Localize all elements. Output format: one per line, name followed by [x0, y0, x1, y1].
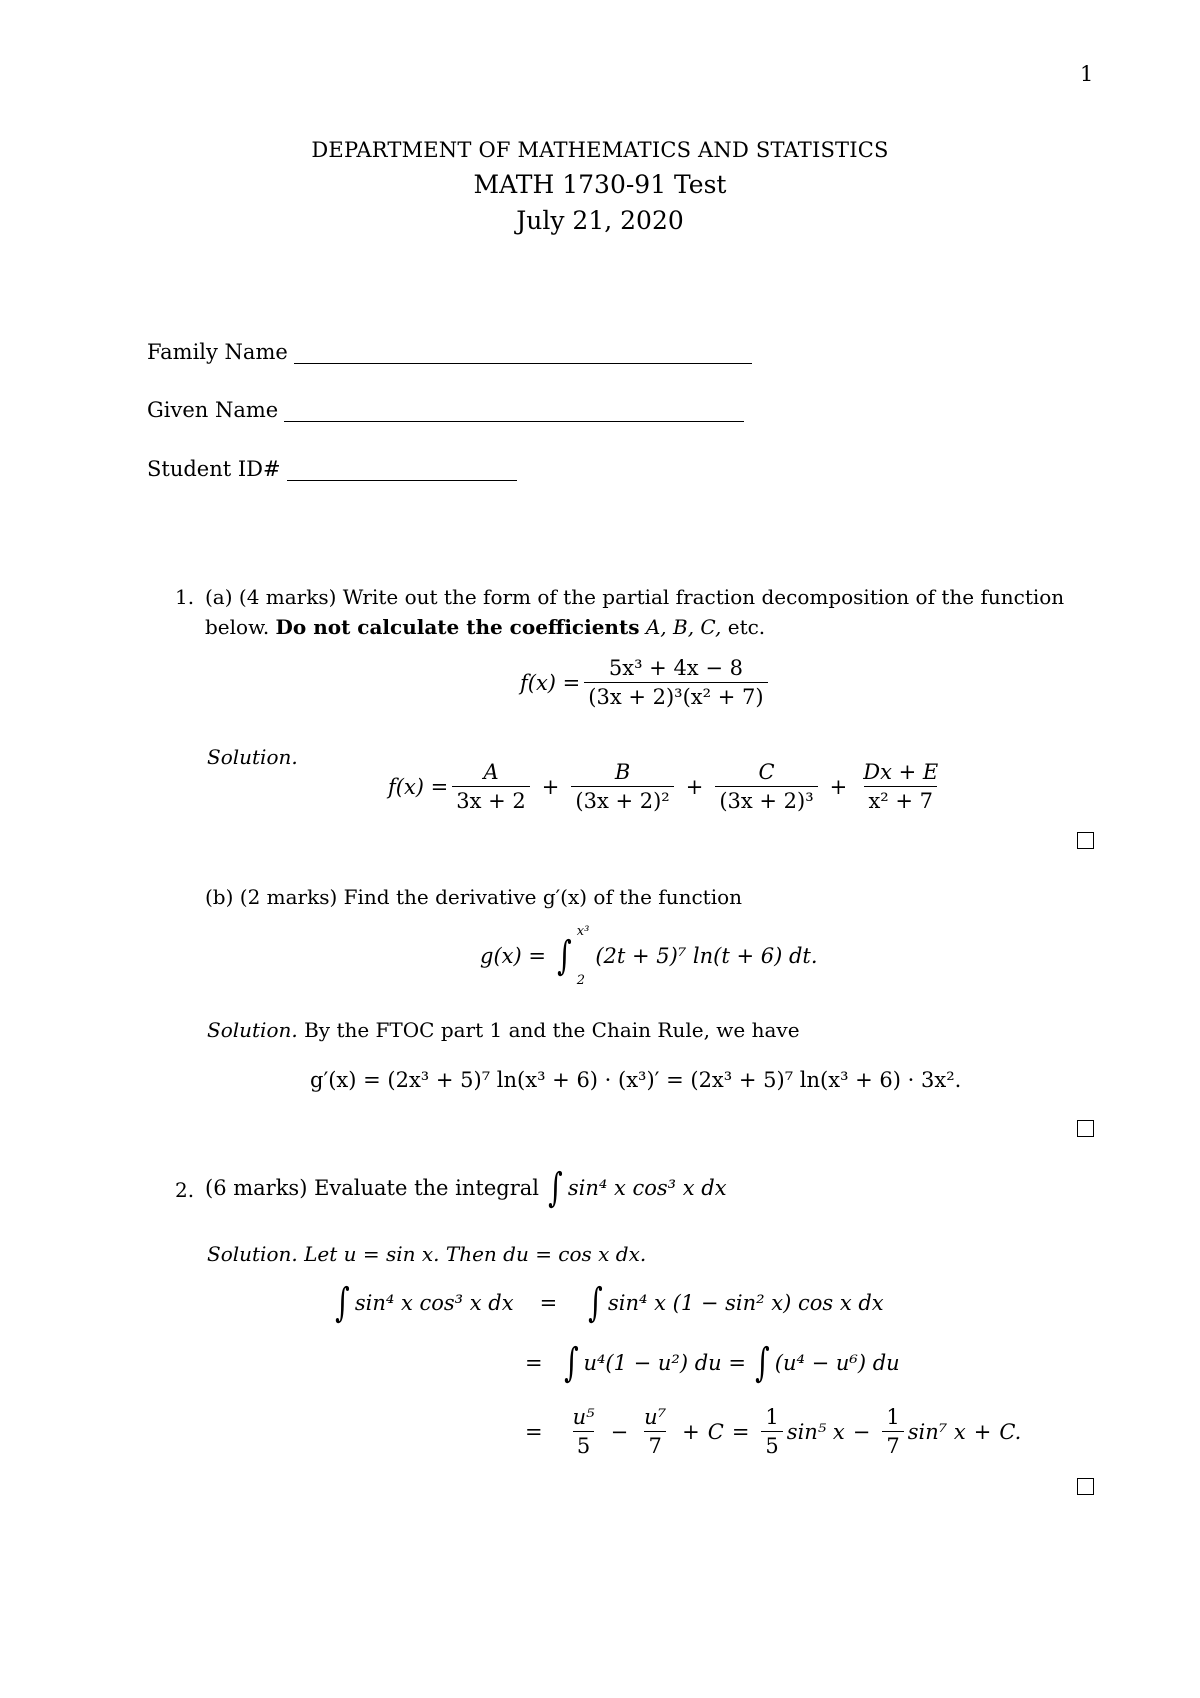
qed-box-1a — [1077, 832, 1094, 849]
student-id-field[interactable] — [147, 457, 517, 481]
question-1a-solution-label: Solution. — [207, 745, 298, 769]
question-1-number: 1. — [175, 585, 195, 609]
question-1a-instruction: below. Do not calculate the coefficients A, B, C, etc. — [205, 615, 766, 639]
given-name-label: Given Name — [147, 398, 279, 422]
question-2-step-2: = ∫ u⁴(1 − u²) du = ∫ (u⁴ − u⁶) du — [525, 1340, 900, 1386]
family-name-label: Family Name — [147, 340, 288, 364]
qed-box-2 — [1077, 1478, 1094, 1495]
given-name-field[interactable] — [147, 398, 744, 422]
family-name-field[interactable] — [147, 340, 752, 364]
question-2-step-3: = $\frac{\text{u⁵}}{5}$ − $\frac{\text{u⁷}}{7}$ + C = $\frac{1}{5}$ sin⁵ x − $\frac{1}{7}$ sin⁷ x + C. — [525, 1405, 1022, 1458]
question-1b-function: g(x) = ∫ x³ 2 (2t + 5)⁷ ln(t + 6) dt. — [480, 924, 818, 988]
department-heading: DEPARTMENT OF MATHEMATICS AND STATISTICS — [311, 138, 889, 162]
student-id-label: Student ID# — [147, 457, 281, 481]
question-2-number: 2. — [175, 1178, 195, 1202]
question-1b-solution-result: g′(x) = (2x³ + 5)⁷ ln(x³ + 6) · (x³)′ = (2x³ + 5)⁷ ln(x³ + 6) · 3x². — [310, 1068, 962, 1092]
page-number: 1 — [1080, 62, 1094, 86]
question-2-solution-text: Solution. Let u = sin x. Then du = cos x dx. — [207, 1242, 647, 1266]
question-1a-text: (a) (4 marks) Write out the form of the partial fraction decomposition of the function — [205, 585, 1065, 609]
student-id-blank[interactable] — [287, 460, 517, 481]
question-2-step-1: ∫ sin⁴ x cos³ x dx = ∫ sin⁴ x (1 − sin² x) cos x dx — [335, 1280, 884, 1326]
question-2-text: (6 marks) Evaluate the integral ∫ sin⁴ x cos³ x dx — [205, 1165, 727, 1211]
exam-date: July 21, 2020 — [516, 206, 684, 235]
question-1b-text: (b) (2 marks) Find the derivative g′(x) of the function — [205, 885, 743, 909]
qed-box-1b — [1077, 1120, 1094, 1137]
question-1b-solution-text: Solution. By the FTOC part 1 and the Chain Rule, we have — [207, 1018, 800, 1042]
given-name-blank[interactable] — [284, 401, 744, 422]
course-title: MATH 1730-91 Test — [473, 170, 727, 199]
question-1a-solution: f(x) = $\frac{A}{3x + 2}$ + $\frac{B}{\text{(3x + 2)²}}$ + $\frac{C}{\text{(3x + 2)³}}$ + $\frac{Dx + E}{\text{x² + 7}}$ — [388, 760, 939, 813]
question-1a-function: f(x) = $\frac{\text{5x³ + 4x − 8}}{\text{(3x + 2)³(x² + 7)}}$ — [520, 656, 772, 709]
family-name-blank[interactable] — [294, 343, 752, 364]
